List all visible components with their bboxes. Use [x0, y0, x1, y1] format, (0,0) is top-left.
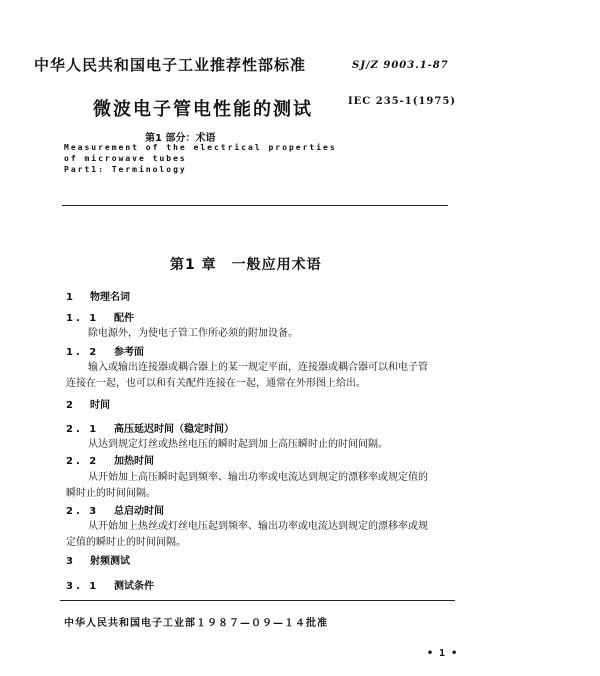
approval-statement: 中华人民共和国电子工业部１９８７—０９—１４批准	[64, 618, 328, 629]
section-2-3-body-line-1: 从开始加上热丝或灯丝电压起到频率、输出功率或电流达到规定的漂移率或规	[88, 521, 428, 532]
section-number: 3. 1	[66, 581, 100, 592]
section-2-3-heading	[66, 502, 164, 517]
section-2-1-heading	[66, 420, 234, 435]
section-number: 2	[66, 400, 73, 411]
section-title: 测试条件	[114, 581, 154, 592]
standard-code: SJ/Z 9003.1-87	[352, 60, 449, 71]
section-number: 2. 3	[66, 506, 100, 517]
document-title: 微波电子管电性能的测试	[93, 99, 313, 120]
section-title: 参考面	[114, 347, 144, 358]
part-title: 第1 部分：术语	[145, 133, 216, 144]
section-3-1-heading	[66, 577, 154, 592]
iec-code: IEC 235-1(1975)	[348, 96, 457, 107]
header-divider	[62, 205, 448, 206]
section-1-2-body-line-1: 输入或输出连接器或耦合器上的某一规定平面，连接器或耦合器可以和电子管	[88, 362, 428, 373]
section-3-heading	[66, 552, 130, 567]
section-title: 总启动时间	[114, 506, 164, 517]
section-2-2-body-line-1: 从开始加上高压瞬时起到频率、输出功率或电流达到规定的漂移率或规定值的	[88, 472, 428, 483]
section-number: 3	[66, 556, 73, 567]
english-title-line-2: of microwave tubes	[64, 154, 187, 163]
footer-divider	[60, 600, 455, 601]
section-title: 时间	[90, 400, 110, 411]
section-1-1-body: 除电源外，为使电子管工作所必须的附加设备。	[88, 328, 298, 339]
section-1-heading	[66, 288, 130, 303]
section-number: 1. 1	[66, 313, 100, 324]
section-1-2-heading	[66, 343, 144, 358]
section-2-1-body: 从达到规定灯丝或热丝电压的瞬时起到加上高压瞬时止的时间间隔。	[88, 439, 388, 450]
section-2-heading	[66, 396, 110, 411]
section-2-3-body-line-2: 定值的瞬时止的时间间隔。	[66, 537, 186, 548]
page-number: • 1 •	[427, 648, 458, 659]
english-title-line-3: Part1: Terminology	[64, 165, 187, 174]
english-title-line-1: Measurement of the electrical properties	[64, 143, 337, 152]
section-1-2-body-line-2: 连接在一起，也可以和有关配件连接在一起，通常在外形图上给出。	[66, 378, 366, 389]
section-2-2-heading	[66, 452, 154, 467]
section-title: 物理名词	[90, 292, 130, 303]
section-number: 2. 1	[66, 424, 100, 435]
section-title: 射频测试	[90, 556, 130, 567]
section-number: 2. 2	[66, 456, 100, 467]
section-2-2-body-line-2: 瞬时止的时间间隔。	[66, 488, 156, 499]
section-title: 配件	[114, 313, 134, 324]
section-title: 高压延迟时间（稳定时间）	[114, 424, 234, 435]
section-number: 1. 2	[66, 347, 100, 358]
section-title: 加热时间	[114, 456, 154, 467]
standard-organization: 中华人民共和国电子工业推荐性部标准	[34, 56, 307, 74]
chapter-title: 第1 章 一般应用术语	[170, 257, 322, 273]
section-number: 1	[66, 292, 73, 303]
section-1-1-heading	[66, 309, 134, 324]
